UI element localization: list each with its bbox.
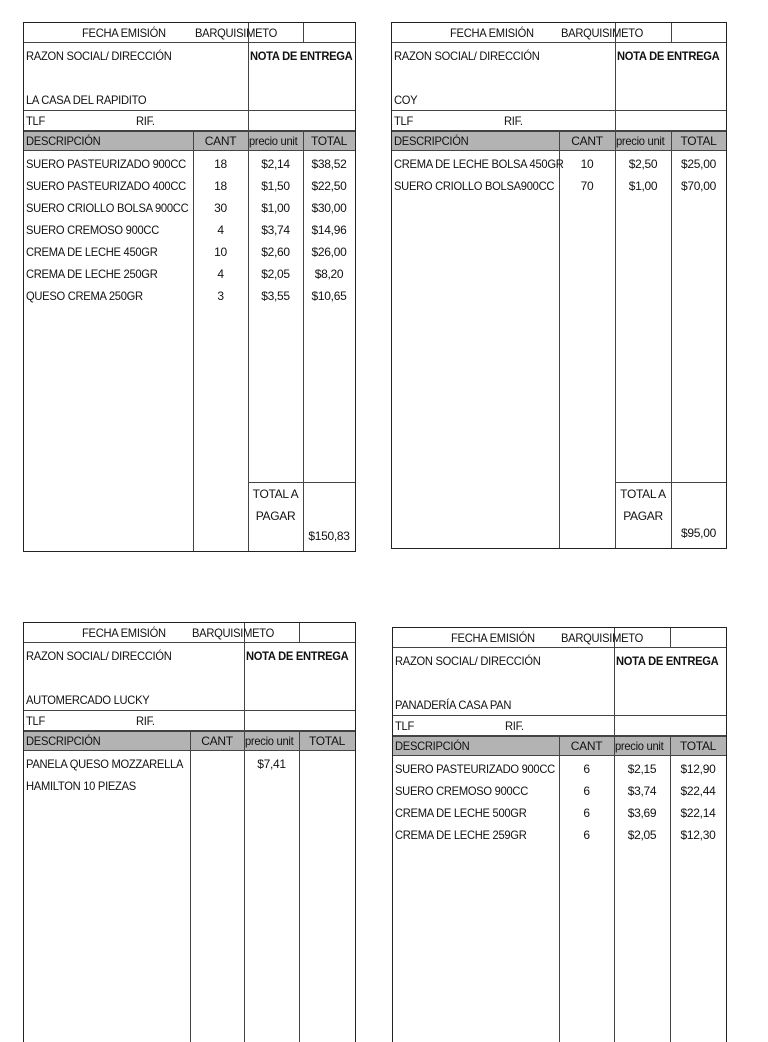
- razon-social-label: RAZON SOCIAL/ DIRECCIÓN: [26, 49, 172, 63]
- item-quantity: 4: [217, 223, 224, 237]
- header-cant: CANT: [571, 134, 603, 148]
- header-precio-unit: precio unit: [249, 134, 298, 148]
- header-precio-unit: precio unit: [616, 134, 665, 148]
- item-total: $26,00: [311, 245, 347, 259]
- document-title: NOTA DE ENTREGA: [616, 654, 719, 668]
- city-label: BARQUISIMETO: [561, 631, 644, 645]
- item-quantity: 6: [583, 828, 590, 842]
- header-cant: CANT: [201, 734, 233, 748]
- row-tlf: [393, 716, 726, 736]
- item-description: PANELA QUESO MOZZARELLA: [26, 757, 184, 771]
- item-description: SUERO CREMOSO 900CC: [395, 784, 528, 798]
- header-total: TOTAL: [310, 134, 348, 148]
- header-descripcion: DESCRIPCIÓN: [394, 134, 469, 148]
- city-label: BARQUISIMETO: [195, 26, 278, 40]
- item-unit-price: $7,41: [257, 757, 286, 771]
- razon-social-label: RAZON SOCIAL/ DIRECCIÓN: [26, 649, 172, 663]
- item-unit-price: $2,50: [628, 157, 658, 171]
- item-total: $8,20: [314, 267, 344, 281]
- item-total: $30,00: [311, 201, 347, 215]
- item-quantity: 30: [214, 201, 227, 215]
- delivery-note: [391, 22, 727, 549]
- item-unit-price: $3,74: [261, 223, 290, 237]
- item-total: $22,50: [311, 179, 347, 193]
- tlf-label: TLF: [395, 719, 415, 733]
- client-name: AUTOMERCADO LUCKY: [26, 693, 150, 707]
- document-title: NOTA DE ENTREGA: [246, 649, 349, 663]
- city-label: BARQUISIMETO: [561, 26, 644, 40]
- document-title: NOTA DE ENTREGA: [617, 49, 720, 63]
- item-description: QUESO CREMA 250GR: [26, 289, 143, 303]
- item-unit-price: $1,00: [628, 179, 658, 193]
- table-row: [393, 760, 726, 782]
- item-unit-price: $3,55: [261, 289, 290, 303]
- item-unit-price: $2,60: [261, 245, 290, 259]
- item-description: SUERO PASTEURIZADO 400CC: [26, 179, 186, 193]
- item-total: $12,30: [680, 828, 716, 842]
- item-description: CREMA DE LECHE 250GR: [26, 267, 158, 281]
- item-total: $12,90: [680, 762, 716, 776]
- header-total: TOTAL: [680, 134, 717, 148]
- column-divider: [244, 623, 245, 1042]
- item-total: $14,96: [311, 223, 347, 237]
- item-unit-price: $3,74: [627, 784, 657, 798]
- total-row-divider: [615, 23, 726, 483]
- grand-total-value: $150,83: [308, 529, 350, 543]
- tlf-label: TLF: [26, 714, 46, 728]
- item-description: SUERO CRIOLLO BOLSA 900CC: [26, 201, 189, 215]
- rif-label: RIF.: [505, 719, 524, 733]
- fecha-emision-label: FECHA EMISIÓN: [82, 626, 166, 640]
- total-a-pagar-label: PAGAR: [255, 509, 296, 523]
- item-total: $22,14: [680, 806, 716, 820]
- header-descripcion: DESCRIPCIÓN: [26, 134, 101, 148]
- item-unit-price: $2,15: [627, 762, 657, 776]
- column-divider: [299, 623, 300, 643]
- item-total: $10,65: [311, 289, 347, 303]
- table-row: [393, 782, 726, 804]
- header-total: TOTAL: [308, 734, 346, 748]
- item-quantity: 4: [217, 267, 224, 281]
- item-quantity: 6: [583, 806, 590, 820]
- grand-total-value: $95,00: [681, 526, 716, 540]
- header-cant: CANT: [570, 739, 603, 753]
- header-precio-unit: precio unit: [245, 734, 294, 748]
- item-quantity: 70: [580, 179, 594, 193]
- total-a-pagar-label: PAGAR: [623, 509, 663, 523]
- row-fecha: [24, 623, 355, 643]
- header-descripcion: DESCRIPCIÓN: [395, 739, 470, 753]
- total-a-pagar-label: TOTAL A: [620, 487, 666, 501]
- table-row: [393, 826, 726, 848]
- item-total: $38,52: [311, 157, 347, 171]
- item-unit-price: $2,14: [261, 157, 290, 171]
- item-description: SUERO CRIOLLO BOLSA900CC: [394, 179, 555, 193]
- item-description: CREMA DE LECHE 259GR: [395, 828, 527, 842]
- header-precio-unit: precio unit: [615, 739, 664, 753]
- item-quantity: 10: [214, 245, 227, 259]
- row-tlf: [24, 711, 355, 731]
- razon-social-label: RAZON SOCIAL/ DIRECCIÓN: [394, 49, 540, 63]
- item-unit-price: $1,00: [261, 201, 290, 215]
- document-title: NOTA DE ENTREGA: [250, 49, 353, 63]
- item-quantity: 18: [214, 179, 227, 193]
- item-quantity: 10: [580, 157, 594, 171]
- item-unit-price: $1,50: [261, 179, 290, 193]
- item-description: CREMA DE LECHE 500GR: [395, 806, 527, 820]
- fecha-emision-label: FECHA EMISIÓN: [451, 631, 535, 645]
- header-descripcion: DESCRIPCIÓN: [26, 734, 101, 748]
- delivery-note: [23, 622, 356, 1042]
- header-cant: CANT: [204, 134, 237, 148]
- rif-label: RIF.: [136, 714, 155, 728]
- item-total: $70,00: [681, 179, 716, 193]
- client-name: LA CASA DEL RAPIDITO: [26, 93, 147, 107]
- header-total: TOTAL: [679, 739, 717, 753]
- item-quantity: 3: [217, 289, 224, 303]
- item-total: $22,44: [680, 784, 716, 798]
- item-description: CREMA DE LECHE BOLSA 450GR: [394, 157, 564, 171]
- table-row: [24, 777, 355, 799]
- delivery-note: [23, 22, 356, 552]
- item-description: SUERO PASTEURIZADO 900CC: [395, 762, 555, 776]
- item-description: CREMA DE LECHE 450GR: [26, 245, 158, 259]
- item-quantity: 18: [214, 157, 227, 171]
- rif-label: RIF.: [136, 114, 155, 128]
- fecha-emision-label: FECHA EMISIÓN: [82, 26, 166, 40]
- client-name: PANADERÍA CASA PAN: [395, 698, 512, 712]
- tlf-label: TLF: [394, 114, 414, 128]
- razon-social-label: RAZON SOCIAL/ DIRECCIÓN: [395, 654, 541, 668]
- total-a-pagar-label: TOTAL A: [252, 487, 299, 501]
- column-divider: [670, 628, 671, 648]
- item-total: $25,00: [681, 157, 716, 171]
- item-description: SUERO PASTEURIZADO 900CC: [26, 157, 186, 171]
- item-unit-price: $3,69: [627, 806, 657, 820]
- table-row: [24, 755, 355, 777]
- item-quantity: 6: [583, 784, 590, 798]
- item-unit-price: $2,05: [627, 828, 657, 842]
- total-row-divider: [248, 23, 355, 483]
- item-unit-price: $2,05: [261, 267, 290, 281]
- client-name: COY: [394, 93, 418, 107]
- item-quantity: 6: [583, 762, 590, 776]
- rif-label: RIF.: [504, 114, 523, 128]
- tlf-label: TLF: [26, 114, 46, 128]
- city-label: BARQUISIMETO: [192, 626, 275, 640]
- item-description: HAMILTON 10 PIEZAS: [26, 779, 136, 793]
- item-description: SUERO CREMOSO 900CC: [26, 223, 159, 237]
- delivery-note: [392, 627, 727, 1042]
- fecha-emision-label: FECHA EMISIÓN: [450, 26, 534, 40]
- row-fecha: [393, 628, 726, 648]
- table-row: [393, 804, 726, 826]
